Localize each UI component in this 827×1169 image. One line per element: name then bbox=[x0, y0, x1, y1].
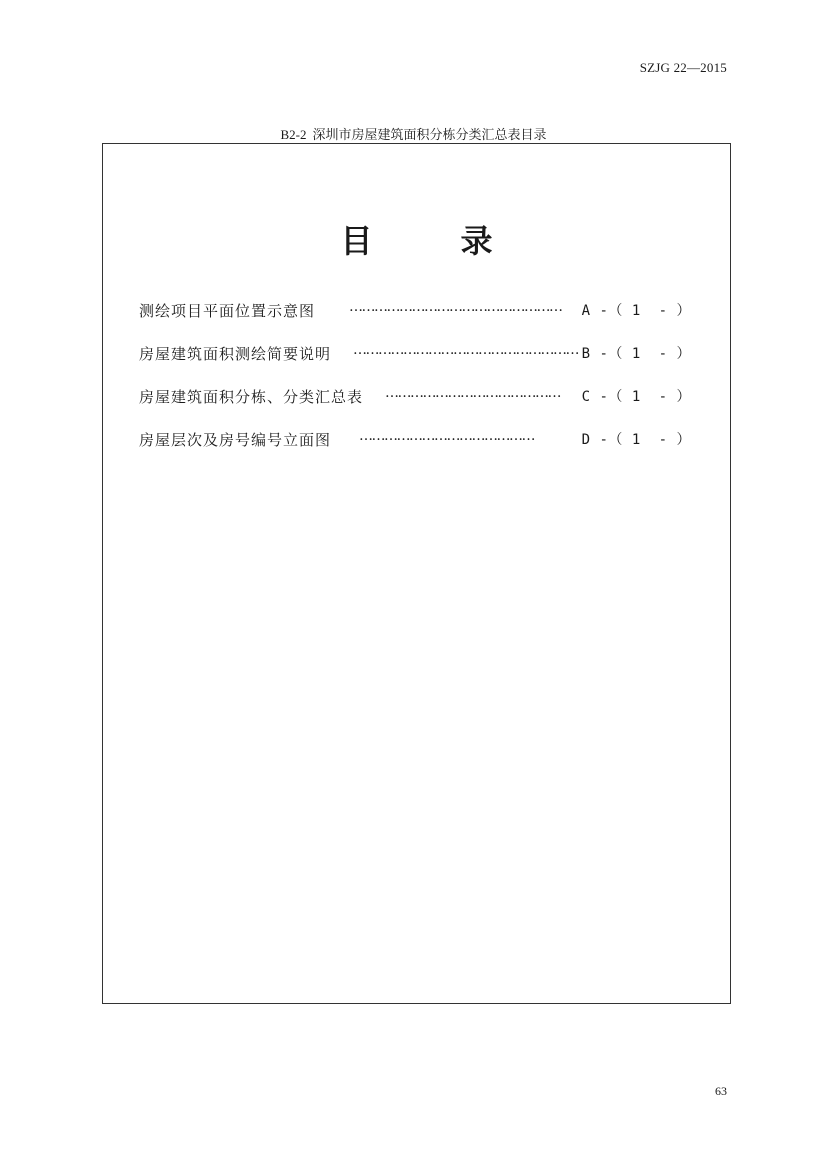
toc-entry-label: 房屋建筑面积分栋、分类汇总表 bbox=[139, 388, 364, 406]
toc-entry bbox=[139, 386, 691, 429]
standard-code: SZJG 22—2015 bbox=[639, 60, 727, 75]
toc-entry bbox=[139, 429, 691, 472]
toc-entry-label: 测绘项目平面位置示意图 bbox=[139, 302, 316, 320]
toc-entry bbox=[139, 343, 691, 386]
toc-title bbox=[103, 216, 730, 262]
toc-entry-leader: …………………………………… bbox=[359, 428, 534, 444]
toc-entry-leader: …………………………………… bbox=[385, 385, 560, 401]
toc-entry-label: 房屋层次及房号编号立面图 bbox=[139, 431, 332, 449]
toc-entry-leader: ……………………………………………… bbox=[353, 342, 578, 358]
toc-frame bbox=[102, 143, 731, 1004]
toc-entry bbox=[139, 300, 691, 343]
toc-entry-page: C -（ 1 - ） bbox=[581, 389, 691, 405]
toc-entry-page: B -（ 1 - ） bbox=[581, 346, 691, 362]
toc-entry-leader: …………………………………………… bbox=[349, 299, 562, 315]
table-caption-text: 深圳市房屋建筑面积分栋分类汇总表目录 bbox=[312, 128, 547, 143]
table-caption bbox=[0, 124, 827, 143]
toc-entry-label: 房屋建筑面积测绘简要说明 bbox=[139, 345, 332, 363]
toc-title-left: 目 bbox=[340, 222, 373, 260]
table-caption-number: B2-2 bbox=[280, 127, 307, 142]
page-number: 63 bbox=[715, 1084, 727, 1098]
toc-title-right: 录 bbox=[460, 222, 493, 260]
toc-entry-page: D -（ 1 - ） bbox=[581, 432, 691, 448]
toc-entry-page: A -（ 1 - ） bbox=[581, 303, 691, 319]
toc-list bbox=[139, 300, 691, 472]
